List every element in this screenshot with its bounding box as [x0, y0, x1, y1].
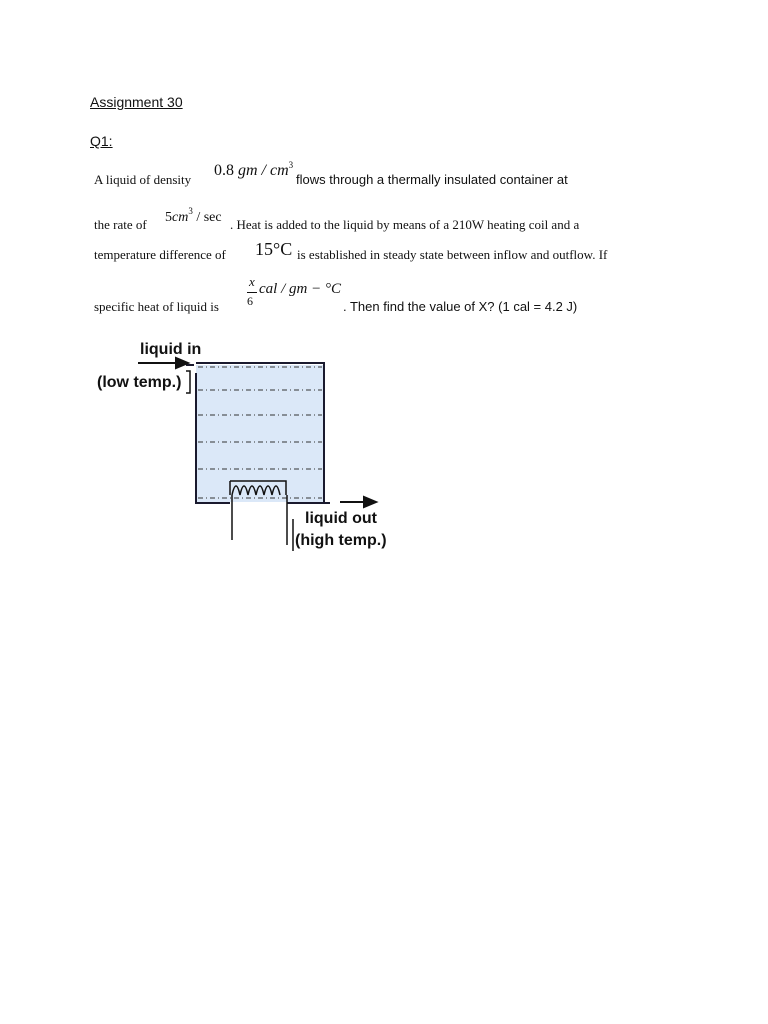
line4-before: specific heat of liquid is — [94, 299, 219, 314]
density-value: 0.8 — [214, 162, 234, 179]
density-unit: gm / cm — [238, 162, 289, 179]
density-expression — [214, 160, 293, 180]
rate-unit: cm — [172, 210, 189, 225]
label-high-temp: (high temp.) — [295, 532, 387, 549]
outlet-arrow-head — [364, 497, 376, 507]
label-liquid-out: liquid out — [305, 510, 377, 527]
temperature-difference: 15°C — [255, 239, 293, 259]
line1-after: flows through a thermally insulated container at — [296, 172, 568, 187]
rate-unit-tail: / sec — [192, 210, 222, 225]
fraction-bar — [247, 292, 257, 293]
rate-unit-exponent: 3 — [188, 206, 193, 216]
line3-after: is established in steady state between inflow and outflow. If — [297, 247, 608, 262]
specific-heat-unit-text: cal / gm − °C — [259, 281, 341, 297]
density-unit-exponent: 3 — [288, 160, 294, 170]
fraction-numerator: x — [249, 274, 255, 289]
label-low-temp: (low temp.) — [97, 374, 182, 391]
assignment-heading: Assignment 30 — [90, 94, 183, 110]
rate-value: 5 — [165, 210, 172, 225]
fraction-denominator: 6 — [247, 294, 253, 308]
line1-before: A liquid of density — [94, 172, 192, 187]
outlet-arrow — [340, 497, 376, 507]
line2-before: the rate of — [94, 217, 147, 232]
rate-expression — [165, 206, 222, 226]
question-label: Q1: — [90, 133, 113, 149]
line4-after: . Then find the value of X? (1 cal = 4.2 J) — [343, 299, 578, 314]
inlet-bracket — [186, 371, 190, 393]
line3-before: temperature difference of — [94, 247, 226, 262]
line2-after: . Heat is added to the liquid by means of a 210W heating coil and a — [230, 217, 580, 232]
inlet-arrow — [138, 358, 188, 368]
container-diagram-svg — [90, 335, 410, 565]
specific-heat-unit — [259, 281, 341, 298]
inlet-arrow-head — [176, 358, 188, 368]
container-diagram — [90, 335, 410, 565]
label-liquid-in: liquid in — [140, 341, 202, 358]
